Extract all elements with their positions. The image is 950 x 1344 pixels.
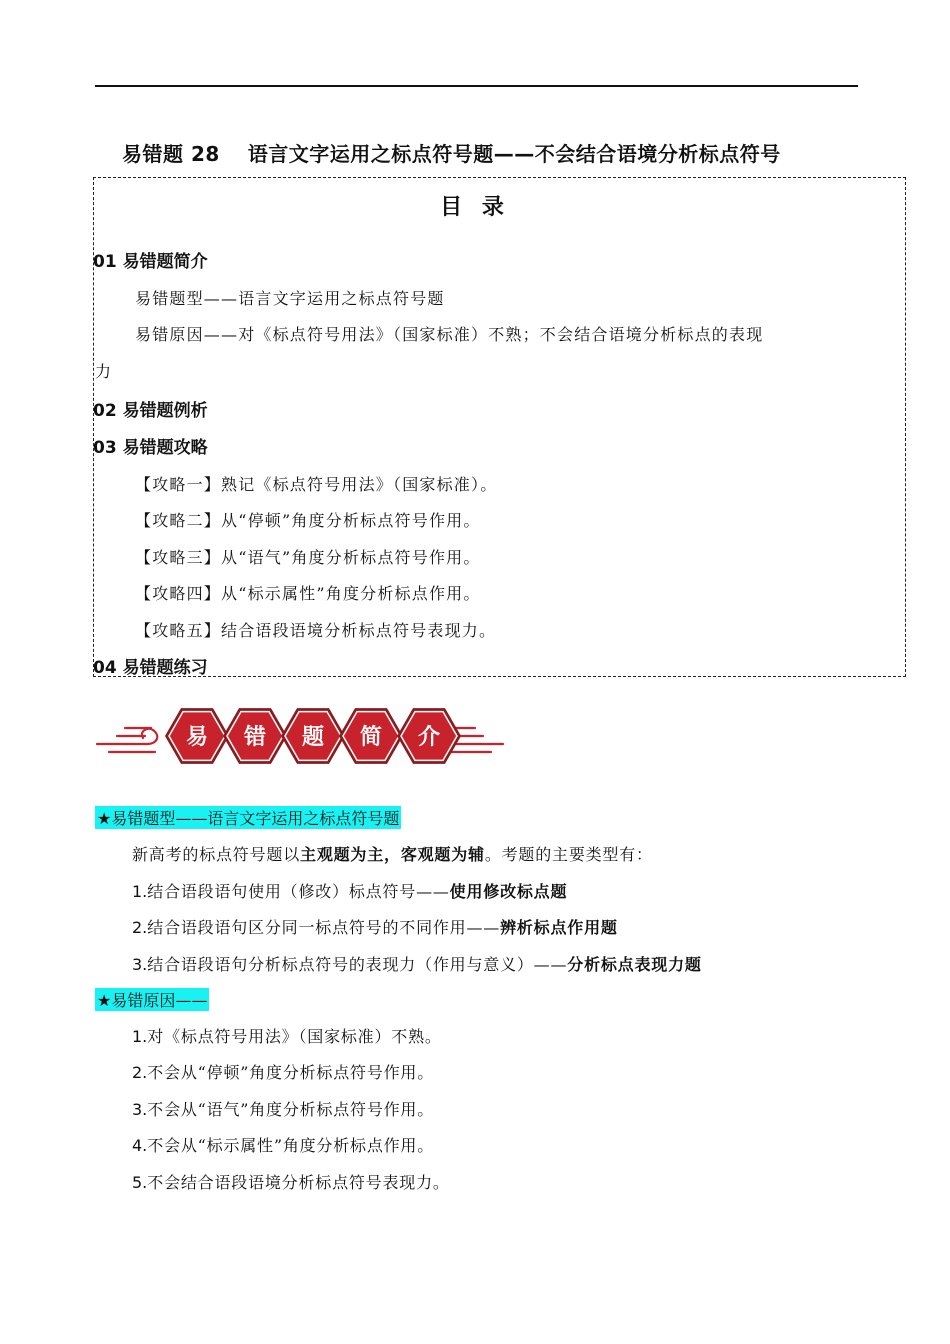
toc-strategy-1[interactable]: 【攻略一】熟记《标点符号用法》（国家标准）。 [135,475,498,494]
reason-item-1: 1.对《标点符号用法》（国家标准）不熟。 [132,1027,442,1046]
header-rule [95,85,858,87]
reason-item-5: 5.不会结合语段语境分析标点符号表现力。 [132,1173,450,1192]
toc-section-1[interactable]: 01 易错题简介 [93,252,208,272]
toc-strategy-5[interactable]: 【攻略五】结合语段语境分析标点符号表现力。 [135,621,497,640]
toc-reason-line: 易错原因——对《标点符号用法》（国家标准）不熟；不会结合语境分析标点的表现 [135,325,764,344]
toc-type-line: 易错题型——语言文字运用之标点符号题 [135,289,445,308]
type-item-1: 1.结合语段语句使用（修改）标点符号——使用修改标点题 [132,882,568,901]
type-item-2: 2.结合语段语句区分同一标点符号的不同作用——辨析标点作用题 [132,918,618,937]
section-heading-reason: ★易错原因—— [95,988,209,1011]
intro-paragraph: 新高考的标点符号题以主观题为主，客观题为辅。考题的主要类型有： [132,845,653,864]
reason-item-4: 4.不会从“标示属性”角度分析标点作用。 [132,1136,435,1155]
toc-section-4[interactable]: 04 易错题练习 [93,658,208,678]
type-item-3: 3.结合语段语句分析标点符号的表现力（作用与意义）——分析标点表现力题 [132,955,702,974]
reason-item-3: 3.不会从“语气”角度分析标点符号作用。 [132,1100,435,1119]
section-banner [95,700,505,772]
toc-section-2[interactable]: 02 易错题例析 [93,401,208,421]
banner-left-ornament [97,728,157,752]
toc-strategy-3[interactable]: 【攻略三】从“语气”角度分析标点符号作用。 [135,548,481,567]
toc-title: 目 录 [440,195,510,220]
banner-char: 题 [301,725,325,750]
title-text: 语言文字运用之标点符号题——不会结合语境分析标点符号 [247,142,781,166]
banner-char: 简 [359,725,383,750]
toc-strategy-4[interactable]: 【攻略四】从“标示属性”角度分析标点作用。 [135,584,481,603]
banner-char: 易 [185,725,209,750]
reason-item-2: 2.不会从“停顿”角度分析标点符号作用。 [132,1063,435,1082]
toc-section-3[interactable]: 03 易错题攻略 [93,438,208,458]
toc-strategy-2[interactable]: 【攻略二】从“停顿”角度分析标点符号作用。 [135,511,481,530]
banner-char: 错 [243,725,267,750]
toc-reason-wrap: 力 [95,362,113,381]
banner-char: 介 [417,725,441,750]
section-heading-type: ★易错题型——语言文字运用之标点符号题 [95,806,401,829]
title-number: 易错题 28 [122,142,220,166]
document-title [122,138,882,167]
